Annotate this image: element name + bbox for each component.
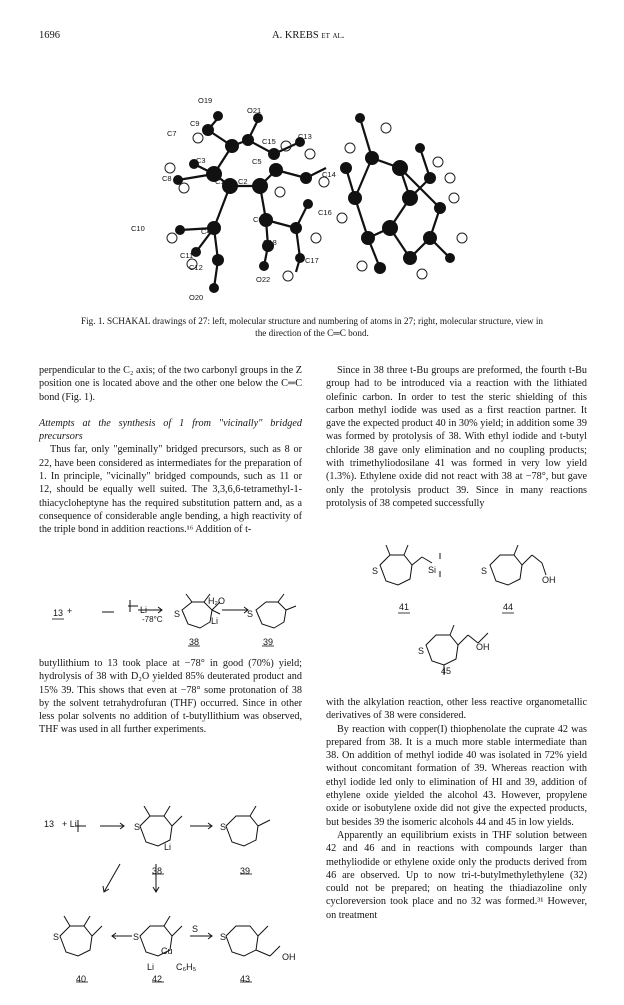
atom-label: O19 [198, 96, 213, 105]
atom-label: C2 [238, 177, 248, 186]
compound-number: 44 [503, 602, 514, 612]
atom-label: C11 [180, 251, 194, 260]
compound-number: 41 [399, 602, 410, 612]
right-column-cont [326, 696, 587, 922]
compound-number: 45 [441, 666, 452, 676]
atom-label: C10 [131, 224, 145, 233]
scheme2-reagent: + Li [62, 819, 77, 829]
scheme2-sulfur: S [192, 924, 199, 934]
scheme3-sulfur: S [418, 646, 425, 656]
scheme2-phenyl: C₆H₅ [176, 962, 197, 972]
right-para-4: Apparently an equilibrium exists in THF solution between 42 and 46 and in reactions with compounds larger than methyliodide or ethylene oxide only the products derived from 46 are observed. Up to now tri-t-butylmethylethylene (32) could not be prepared; on heating the thiadiazoline only cycloreversion took place and no 32 was formed.³¹ However, on treatment [326, 829, 587, 921]
atom-label: C13 [298, 132, 312, 141]
scheme1-water: H₂O [208, 596, 225, 606]
scheme2-lithium: Li [147, 962, 155, 972]
scheme1-reactant: 13 [53, 608, 64, 618]
scheme1-lithium: Li [211, 616, 219, 626]
scheme2-sulfur: S [220, 932, 227, 942]
atom-label: C9 [190, 119, 200, 128]
structures-41-44-45 [360, 535, 560, 685]
atom-label: C16 [318, 208, 332, 217]
scheme3-hydroxyl: OH [542, 575, 556, 585]
atom-label: C5 [252, 157, 262, 166]
atom-label: C12 [189, 263, 203, 272]
reaction-scheme-2 [40, 786, 310, 986]
scheme2-lithium: Li [164, 842, 172, 852]
right-para-1: Since in 38 three t-Bu groups are preformed, the fourth t-Bu group had to be introduced via a reaction with the lithiated olefinic carbon. In order to test the steric shielding of this carbon methyl iodide was used as a first reaction partner. It gave the expected product 40 in 30% yield; in addition some 39 was formed by protolysis of 38. With ethyl iodide and t-butyl chloride 38 gave only elimination and no coupling products; with trimethyliodosilane 41 was formed in very low yield (1.3%). Ethylene oxide did not react with 38 at −78°, but gave only the protolysis product 39. Since in many reactions protolysis of 38 competed successfully [326, 365, 587, 509]
atom-label: C6 [253, 215, 263, 224]
atom-label: C3 [196, 156, 206, 165]
scheme3-silicon: Si [428, 565, 437, 575]
running-head: A. KREBS et al. [272, 30, 345, 41]
compound-number: 38 [152, 866, 163, 876]
scheme2-sulfur: S [53, 932, 60, 942]
figure-caption: Fig. 1. SCHAKAL drawings of 27: left, molecular structure and numbering of atoms in 27; right, molecular structure, view in the direction of the C═C bond. [80, 316, 543, 338]
atom-label: C18 [263, 238, 277, 247]
atom-label: O20 [189, 293, 204, 302]
scheme2-sulfur: S [133, 932, 140, 942]
atom-label: C17 [305, 256, 319, 265]
compound-number: 43 [240, 974, 251, 984]
right-para-3: By reaction with copper(I) thiophenolate the cuprate 42 was prepared from 38. It is a much more stable intermediate than 38. On addition of methyl iodide 40 was isolated in 72% yield without concomitant formation of 39. Whereas reaction with ethyl iodide led only to elimination of HI and 39, addition of ethylene oxide yielded the alcohol 43. However, propylene oxide or isobutylene oxide did not give the expected products, but besides 39 the isomeric alcohols 44 and 45 in low yields. [326, 723, 587, 828]
left-para-3: butyllithium to 13 took place at −78° in good (70%) yield; hydrolysis of 38 with D₂O yielded 85% deuterated product and 15% 39. This shows that even at −78° some protonation of 38 by the solvent tetrahydrofuran (THF) occurred. Since in other less polar solvents no addition of t-butyllithium was observed, THF was used in all further experiments. [39, 658, 302, 736]
scheme1-condition: -78°C [142, 615, 163, 624]
scheme2-hydroxyl: OH [282, 952, 296, 962]
left-para-2: Thus far, only "geminally" bridged precursors, such as 8 or 22, have been considered as intermediates for the preparation of 1. In principle, "vicinally" bridged compounds, such as 11 or 12, should be equally well suited. The 3,3,6,6-tetramethyl-1-thiacycloheptyne has the required substitution pattern and, as a consequence of considerable angle bending, a high reactivity of the triple bond in addition reactions.¹⁶ Addition of t- [39, 444, 302, 536]
atom-label: C15 [262, 137, 276, 146]
compound-number: 40 [76, 974, 87, 984]
left-para-1: perpendicular to the C₂ axis; of the two carbonyl groups in the Z position one is located above and the other one below the C═C bond (Fig. 1). [39, 365, 302, 403]
left-column-cont [39, 657, 302, 737]
scheme1-sulfur: S [247, 609, 254, 619]
compound-number: 39 [263, 637, 274, 647]
scheme2-sulfur: S [220, 822, 227, 832]
atom-label: C14 [322, 170, 336, 179]
molecular-structure-figure [110, 88, 510, 303]
right-column [326, 364, 587, 510]
scheme1-reagent: Li [140, 605, 148, 615]
compound-number: 39 [240, 866, 251, 876]
scheme2-reactant: 13 [44, 819, 55, 829]
scheme1-plus: + [67, 606, 73, 616]
section-subheading: Attempts at the synthesis of 1 from "vicinally" bridged precursors [39, 417, 302, 443]
right-para-2: with the alkylation reaction, other less reactive organometallic derivatives of 38 were considered. [326, 697, 587, 722]
scheme3-hydroxyl: OH [476, 642, 490, 652]
atom-label: C1 [215, 177, 225, 186]
scheme2-sulfur: S [134, 822, 141, 832]
atom-label: C4 [201, 227, 211, 236]
scheme3-sulfur: S [481, 566, 488, 576]
atom-label: O22 [256, 275, 271, 284]
scheme3-sulfur: S [372, 566, 379, 576]
scheme1-sulfur: S [174, 609, 181, 619]
compound-number: 42 [152, 974, 163, 984]
atom-label: C7 [167, 129, 177, 138]
atom-label: O21 [247, 106, 262, 115]
page-number: 1696 [39, 30, 60, 41]
atom-label: C8 [162, 174, 172, 183]
compound-number: 38 [189, 637, 200, 647]
left-column [39, 364, 302, 537]
atom-spheres [173, 111, 455, 293]
scheme2-copper: Cu [161, 946, 173, 956]
